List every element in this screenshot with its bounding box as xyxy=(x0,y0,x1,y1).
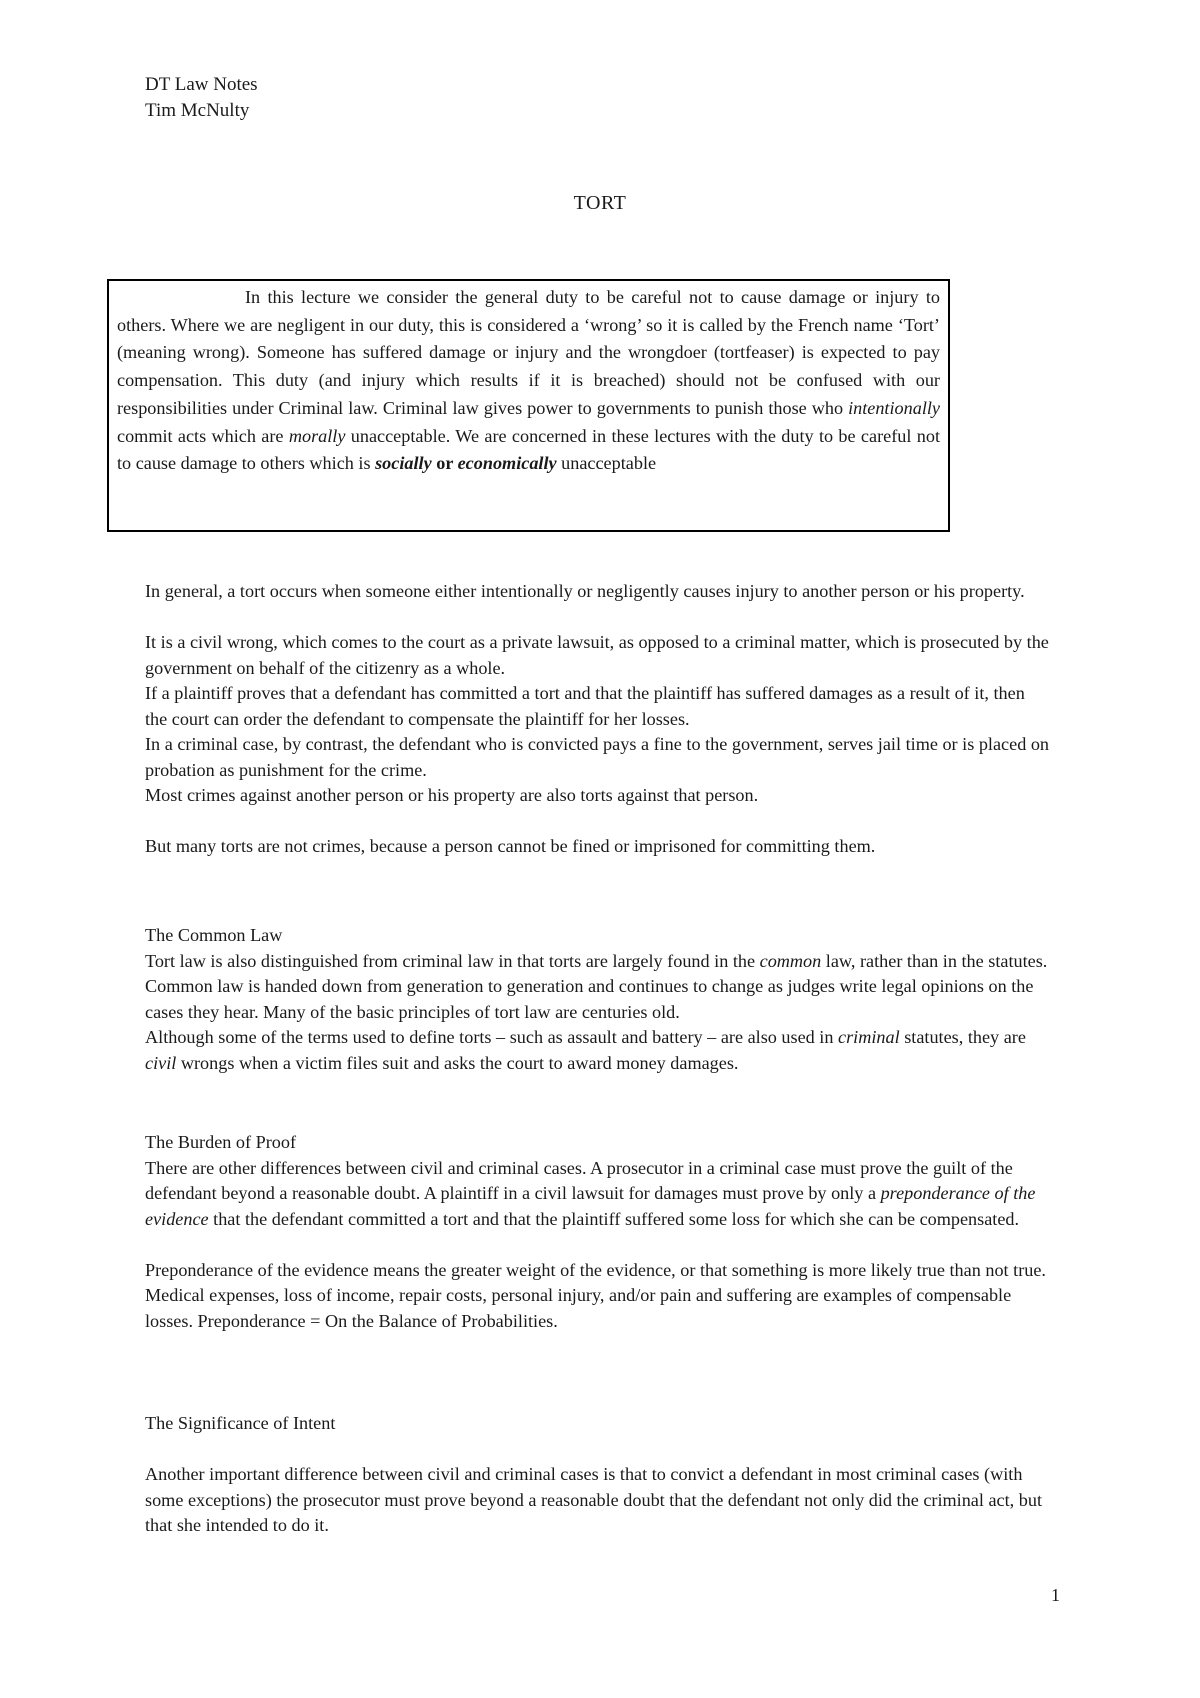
header-course: DT Law Notes xyxy=(145,74,258,95)
paragraph: But many torts are not crimes, because a person cannot be fined or imprisoned for committing them. xyxy=(145,836,876,856)
paragraph: Tort law is also distinguished from criminal law in that torts are largely found in the common law, rather than in the statutes. Common law is handed down from generation to generation and continues to change as judges write legal opinions on the cases they hear. Many of the basic principles of tort law are centuries old. xyxy=(145,950,1048,1022)
paragraph: Another important difference between civil and criminal cases is that to convict a defendant in most criminal cases (with some exceptions) the prosecutor must prove beyond a reasonable doubt that the defendant not only did the criminal act, but that she intended to do it. xyxy=(145,1464,1042,1535)
intro-paragraph: In this lecture we consider the general duty to be careful not to cause damage or injury to others. Where we are negligent in our duty, this is considered a ‘wrong’ so it is called by the French name ‘Tort’ (meaning wrong). Someone has suffered damage or injury and the wrongdoer (tortfeaser) is expected to pay compensation. This duty (and injury which results if it is breached) should not be confused with our responsibilities under Criminal law. Criminal law gives power to governments to punish those who intentionally commit acts which are morally unacceptable. We are concerned in these lectures with the duty to be careful not to cause damage to others which is socially or economically unacceptable xyxy=(117,287,940,474)
paragraph: If a plaintiff proves that a defendant has committed a tort and that the plaintiff has suffered damages as a result of it, then the court can order the defendant to compensate the plaintiff for her losses. xyxy=(145,683,1025,729)
page-number: 1 xyxy=(1051,1585,1060,1605)
section-heading: The Significance of Intent xyxy=(145,1413,336,1433)
paragraph: Most crimes against another person or his property are also torts against that person. xyxy=(145,785,759,805)
paragraph: Although some of the terms used to define torts – such as assault and battery – are also used in criminal statutes, they are civil wrongs when a victim files suit and asks the court to award money damages. xyxy=(145,1027,1026,1073)
section-heading: The Common Law xyxy=(145,925,283,945)
paragraph: It is a civil wrong, which comes to the court as a private lawsuit, as opposed to a criminal matter, which is prosecuted by the government on behalf of the citizenry as a whole. xyxy=(145,632,1049,678)
header-author: Tim McNulty xyxy=(145,100,250,121)
paragraph: Preponderance of the evidence means the greater weight of the evidence, or that something is more likely true than not true. Medical expenses, loss of income, repair costs, personal injury, and/or pain and suffering are examples of compensable losses. Preponderance = On the Balance of Probabilities. xyxy=(145,1259,1046,1331)
section-burden-of-proof xyxy=(145,1130,1050,1334)
intro-box xyxy=(107,279,950,532)
paragraph: There are other differences between civil and criminal cases. A prosecutor in a criminal case must prove the guilt of the defendant beyond a reasonable doubt. A plaintiff in a civil lawsuit for damages must prove by only a preponderance of the evidence that the defendant committed a tort and that the plaintiff suffered some loss for which she can be compensated. xyxy=(145,1157,1036,1229)
paragraph: In a criminal case, by contrast, the defendant who is convicted pays a fine to the government, serves jail time or is placed on probation as punishment for the crime. xyxy=(145,734,1050,780)
section-common-law xyxy=(145,923,1050,1076)
section-intro xyxy=(145,579,1050,860)
section-intent xyxy=(145,1411,1050,1539)
page-title: TORT xyxy=(573,192,627,214)
section-heading: The Burden of Proof xyxy=(145,1132,297,1152)
paragraph: In general, a tort occurs when someone either intentionally or negligently causes injury to another person or his property. xyxy=(145,581,1025,601)
